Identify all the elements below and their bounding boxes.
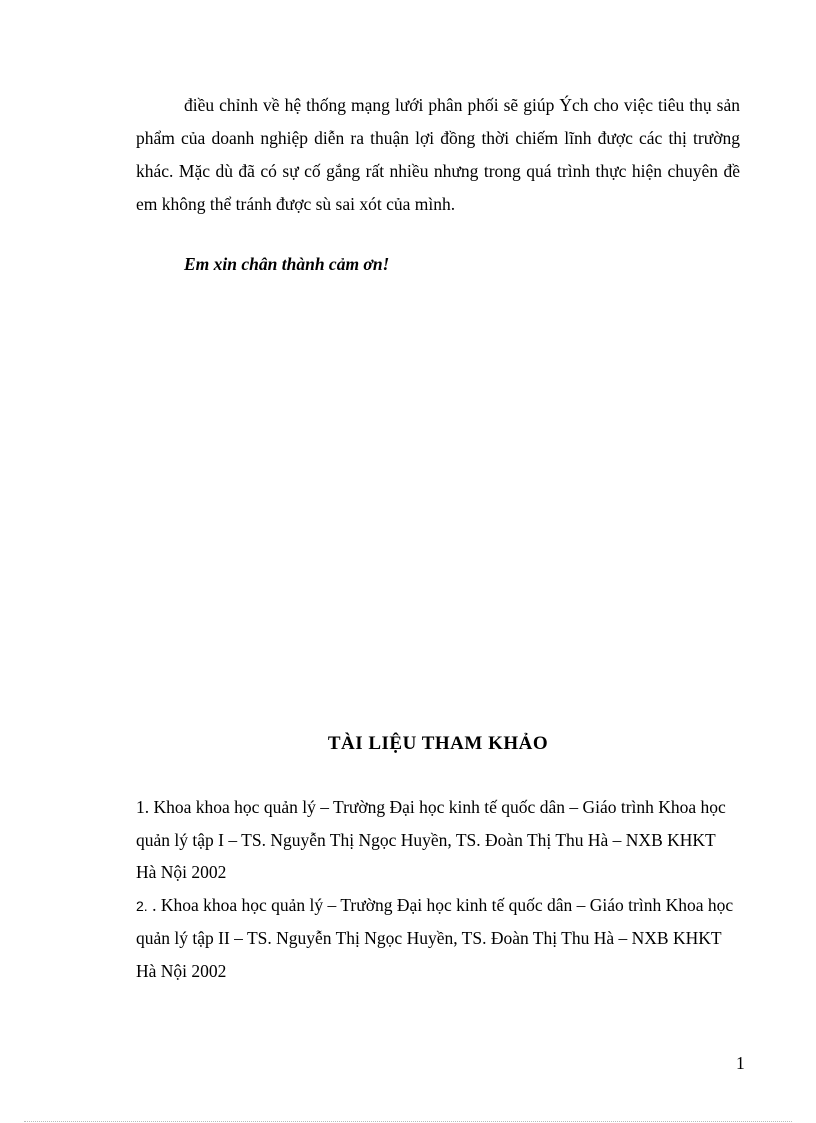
reference-text: Khoa khoa học quản lý – Trường Đại học kinh tế quốc dân – Giáo trình Khoa học quản lý tập I – TS. Nguyễn Thị Ngọc Huyền, TS. Đoàn Thị Thu Hà – NXB KHKT Hà Nội 2002 <box>136 797 726 882</box>
intro-paragraph: điều chỉnh về hệ thống mạng lưới phân phối sẽ giúp Ých cho việc tiêu thụ sản phẩm của doanh nghiệp diễn ra thuận lợi đồng thời chiếm lĩnh được các thị trường khác. Mặc dù đã có sự cố gắng rất nhiều nhưng trong quá trình thực hiện chuyên đề em không thể tránh được sù sai xót của mình. <box>136 95 740 214</box>
page-number: 1 <box>736 1053 745 1073</box>
thanks-line: Em xin chân thành cảm ơn! <box>184 254 390 274</box>
reference-text: . Khoa khoa học quản lý – Trường Đại học kinh tế quốc dân – Giáo trình Khoa học quản lý tập II – TS. Nguyễn Thị Ngọc Huyền, TS. Đoàn Thị Thu Hà – NXB KHKT Hà Nội 2002 <box>136 894 734 981</box>
reference-item <box>136 791 740 889</box>
reference-item <box>136 889 740 988</box>
references-list <box>136 791 740 987</box>
page-bottom-border <box>24 1121 792 1122</box>
reference-number: 2. <box>136 897 148 914</box>
reference-number: 1. <box>136 797 150 817</box>
references-heading: TÀI LIỆU THAM KHẢO <box>327 733 549 754</box>
